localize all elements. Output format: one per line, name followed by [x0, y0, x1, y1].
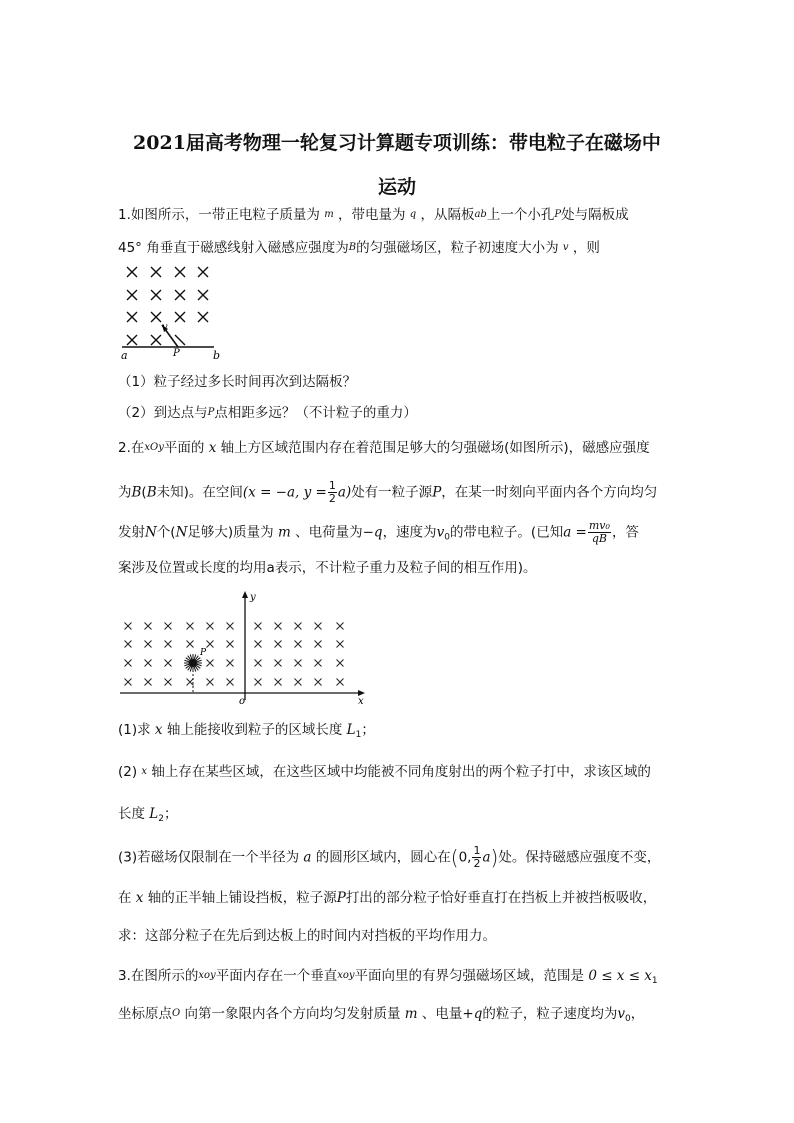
text-run: (2): [118, 764, 138, 780]
field-cross-mark: [255, 679, 262, 686]
text-run: 处与隔板成: [561, 207, 629, 223]
text-run: 的带电粒子。(已知: [449, 524, 564, 541]
text-run: 向第一象限内各个方向均匀发射质量: [184, 1006, 401, 1022]
var-m: m: [324, 209, 334, 220]
text-run: 点相距多远？（不计粒子的重力）: [214, 405, 417, 421]
field-cross-mark: [295, 660, 302, 667]
q3-text-line2: [118, 1004, 644, 1029]
text-run: 的粒子，粒子速度均为: [482, 1006, 618, 1022]
q1-text-line2: [118, 238, 600, 258]
field-cross-mark: [255, 641, 262, 648]
label-x: x: [358, 696, 364, 706]
page-title-continued: 运动: [377, 176, 416, 198]
text-run: ，则: [572, 240, 600, 256]
field-cross-mark: [275, 679, 282, 686]
text-run: 2.在: [118, 440, 145, 456]
text-run: 上一个小孔: [486, 207, 555, 223]
var-q: q: [409, 209, 417, 220]
var-B: B: [131, 484, 142, 501]
field-cross-mark: [125, 660, 132, 667]
field-cross-mark: [315, 641, 322, 648]
source-dot: [189, 659, 197, 667]
var-v0: v: [436, 524, 445, 541]
text-run: 个(: [156, 524, 176, 541]
text-run: 3.在图所示的: [118, 968, 199, 984]
var-a: a: [303, 849, 312, 866]
q2-sub2-line2: [118, 804, 178, 829]
label-o: o: [239, 696, 246, 706]
q2-text-line1: [118, 438, 650, 458]
label-y: y: [250, 592, 256, 603]
text-run: ；: [164, 806, 178, 822]
subscript: 1: [355, 730, 362, 740]
var-xoy: xoy: [337, 970, 355, 981]
text-run: (: [141, 484, 147, 501]
var-m: m: [277, 524, 291, 541]
text-run: 轴上方区域范围内存在着范围足够大的匀强磁场(如图所示)，磁感应强度: [220, 440, 650, 456]
text-run: 处有一粒子源: [351, 484, 433, 501]
var-a: a: [482, 849, 491, 866]
label-a: a: [121, 349, 128, 362]
var-L: L: [149, 806, 159, 822]
field-cross-mark: [227, 660, 234, 667]
q1-sub1: （1）粒子经过多长时间再次到达隔板？: [118, 374, 357, 390]
text-run: ，答: [611, 524, 639, 541]
text-run: 轴上存在某些区域，在这些区域中均能被不同角度射出的两个粒子打中，求该区域的: [151, 764, 651, 780]
fraction-half: [472, 845, 481, 870]
label-P: P: [200, 648, 207, 658]
field-cross-mark: [207, 623, 214, 630]
field-cross-mark: [295, 641, 302, 648]
field-cross-mark: [145, 660, 152, 667]
text-run: ，从隔板: [420, 207, 475, 223]
text-run: 在: [118, 890, 132, 906]
text-run: （2）到达点与: [118, 405, 208, 421]
q3-text-line1: [118, 966, 658, 991]
var-B: B: [348, 242, 357, 253]
var-N: N: [145, 524, 157, 541]
field-cross-mark: [165, 623, 172, 630]
field-cross-mark: [295, 679, 302, 686]
fraction-denominator: qB: [591, 532, 607, 545]
text-run: 的匀强磁场区，粒子初速度大小为: [356, 240, 559, 256]
field-cross-mark: [255, 623, 262, 630]
field-cross-mark: [275, 623, 282, 630]
fraction-numerator: 1: [473, 844, 481, 857]
text-run: 为: [118, 484, 132, 501]
field-cross-mark: [207, 679, 214, 686]
label-b: b: [213, 349, 221, 362]
fraction-numerator: 1: [328, 479, 336, 492]
text-run: ，: [630, 1006, 645, 1022]
text-run: (3)若磁场仅限制在一个半径为: [118, 849, 300, 866]
close-paren-icon: ): [490, 845, 499, 870]
text-run: 发射: [118, 524, 145, 541]
var-v: v: [562, 242, 569, 253]
var-x: x: [208, 440, 217, 456]
q2-sub3-line2: [118, 888, 656, 908]
field-cross-mark: [207, 641, 214, 648]
q1-sub2: [118, 403, 417, 423]
fraction-denominator: 2: [473, 857, 481, 870]
field-cross-mark: [255, 660, 262, 667]
field-cross-mark: [165, 679, 172, 686]
var-O: O: [172, 1008, 181, 1019]
field-cross-mark: [145, 641, 152, 648]
var-P: P: [336, 890, 346, 906]
open-paren-icon: (: [450, 845, 459, 870]
q2-figure: [118, 588, 368, 706]
var-P: P: [432, 484, 442, 501]
field-cross-mark: [337, 641, 344, 648]
q2-text-line4: 案涉及位置或长度的均用a表示，不计粒子重力及粒子间的相互作用)。: [118, 560, 537, 576]
q1-figure: [118, 262, 228, 362]
field-cross-mark: [227, 623, 234, 630]
text-run: 足够大)质量为: [187, 524, 274, 541]
field-cross-mark: [187, 679, 194, 686]
subscript: 0: [444, 532, 450, 543]
subscript: 1: [651, 976, 658, 986]
fraction-numerator: mv₀: [588, 519, 610, 532]
text-run: 轴上能接收到粒子的区域长度: [166, 722, 343, 738]
field-cross-mark: [187, 623, 194, 630]
field-cross-mark: [145, 679, 152, 686]
var-B: B: [146, 484, 157, 501]
text-run: 平面内存在一个垂直: [215, 968, 338, 984]
text-run: (1)求: [118, 722, 151, 738]
field-cross-mark: [275, 641, 282, 648]
field-cross-mark: [315, 679, 322, 686]
var-N: N: [175, 524, 188, 541]
field-cross-mark: [165, 660, 172, 667]
range-expression: 0 ≤ x ≤ x: [588, 968, 652, 984]
var-plusq: +q: [462, 1006, 483, 1022]
text-run: ，速度为: [382, 524, 437, 541]
field-cross-mark: [227, 679, 234, 686]
var-m: m: [404, 1006, 418, 1022]
q2-sub3-line1: [118, 845, 660, 870]
text-run: 处。保持磁感应强度不变，: [498, 849, 661, 866]
page-title: 2021届高考物理一轮复习计算题专项训练：带电粒子在磁场中: [133, 132, 661, 154]
var-xOy: xOy: [144, 442, 164, 453]
field-cross-mark: [207, 660, 214, 667]
field-cross-mark: [315, 623, 322, 630]
field-cross-mark: [187, 641, 194, 648]
var-negq: −q: [362, 524, 383, 541]
var-L: L: [346, 722, 356, 738]
text-run: 平面向里的有界匀强磁场区域，范围是: [354, 968, 585, 984]
text-run: 、电量: [421, 1006, 463, 1022]
field-cross-mark: [125, 679, 132, 686]
label-v: v: [162, 322, 168, 333]
text-run: 45° 角垂直于磁感线射入磁感应强度为: [118, 240, 349, 256]
coord-expression: a): [337, 484, 352, 501]
text-run: ，带电量为: [337, 207, 406, 223]
text-run: 0,: [458, 849, 472, 866]
fraction-denominator: 2: [328, 492, 336, 505]
text-run: 打出的部分粒子恰好垂直打在挡板上并被挡板吸收，: [345, 890, 657, 906]
fraction-mv0-over-qB: [588, 520, 611, 545]
field-cross-mark: [337, 660, 344, 667]
field-cross-mark: [295, 623, 302, 630]
field-cross-mark: [125, 623, 132, 630]
label-P: P: [173, 348, 180, 359]
var-ab: ab: [474, 209, 487, 220]
q2-sub2-line1: [118, 762, 651, 782]
field-cross-mark: [337, 679, 344, 686]
var-P: P: [207, 407, 215, 418]
q2-sub3-line3: 求：这部分粒子在先后到达板上的时间内对挡板的平均作用力。: [118, 928, 496, 944]
text-run: 、电荷量为: [295, 524, 363, 541]
var-v0: v: [617, 1006, 626, 1022]
text-run: 未知)。在空间: [156, 484, 243, 501]
field-cross-mark: [337, 623, 344, 630]
field-cross-mark: [125, 641, 132, 648]
var-x: x: [154, 722, 163, 738]
var-x: x: [135, 890, 144, 906]
text-run: ；: [361, 722, 375, 738]
var-x: x: [141, 766, 148, 777]
magnetic-field-crosses: [125, 623, 344, 686]
text-run: 长度: [118, 806, 145, 822]
q1-text-line1: [118, 205, 629, 225]
field-cross-mark: [315, 660, 322, 667]
text-run: 的圆形区域内，圆心在: [315, 849, 451, 866]
equation-a: a =: [563, 524, 587, 541]
q2-text-line2: [118, 480, 657, 505]
var-xoy: xoy: [198, 970, 216, 981]
subscript: 2: [158, 814, 164, 824]
text-run: 坐标原点: [118, 1006, 172, 1022]
text-run: 平面的: [163, 440, 205, 456]
subscript: 0: [625, 1014, 631, 1024]
field-cross-mark: [165, 641, 172, 648]
fraction-half: [328, 480, 337, 505]
text-run: 轴的正半轴上铺设挡板，粒子源: [147, 890, 337, 906]
var-P: P: [554, 209, 562, 220]
field-cross-mark: [275, 660, 282, 667]
coord-expression: (x = −a, y =: [242, 484, 327, 501]
q2-sub1: [118, 720, 375, 745]
q2-text-line3: [118, 520, 639, 548]
y-axis-arrow-icon: [242, 591, 248, 598]
text-run: ，在某一时刻向平面内各个方向均匀: [441, 484, 658, 501]
field-cross-mark: [145, 623, 152, 630]
field-cross-mark: [227, 641, 234, 648]
text-run: 1.如图所示，一带正电粒子质量为: [118, 207, 320, 223]
